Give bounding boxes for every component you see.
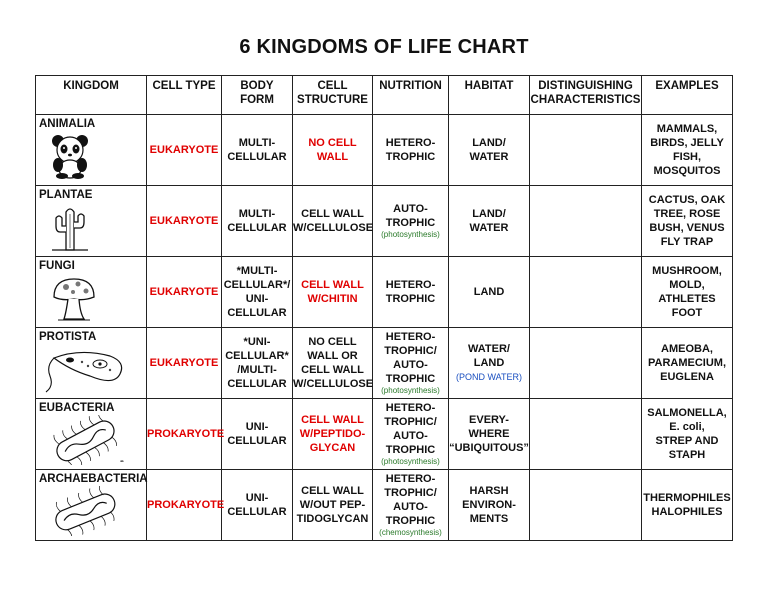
- cell-structure: CELL WALL W/OUT PEP- TIDOGLYCAN: [293, 470, 373, 541]
- header-distinguishing: DISTINGUISHING CHARACTERISTICS: [530, 76, 642, 115]
- examples: SALMONELLA, E. coli, STREP AND STAPH: [642, 399, 733, 470]
- header-body-form: BODY FORM: [222, 76, 293, 115]
- body-form: UNI- CELLULAR: [222, 470, 293, 541]
- cell-structure: NO CELL WALL OR CELL WALL W/CELLULOSE: [293, 328, 373, 399]
- habitat: HARSH ENVIRON- MENTS: [449, 470, 530, 541]
- body-form: MULTI- CELLULAR: [222, 115, 293, 186]
- header-examples: EXAMPLES: [642, 76, 733, 115]
- body-form: *MULTI- CELLULAR*/ UNI- CELLULAR: [222, 257, 293, 328]
- cell-structure: CELL WALL W/PEPTIDO- GLYCAN: [293, 399, 373, 470]
- nutrition: HETERO- TROPHIC/ AUTO- TROPHIC (chemosynthesis): [373, 470, 449, 541]
- header-row: [36, 76, 733, 115]
- distinguishing: [530, 328, 642, 399]
- kingdom-cell: [36, 470, 147, 541]
- cell-structure: NO CELL WALL: [293, 115, 373, 186]
- nutrition: AUTO- TROPHIC (photosynthesis): [373, 186, 449, 257]
- cell-structure: CELL WALL W/CELLULOSE: [293, 186, 373, 257]
- euglena-icon: [40, 346, 130, 394]
- kingdoms-table: [35, 75, 733, 541]
- distinguishing: [530, 257, 642, 328]
- habitat: LAND/ WATER: [449, 115, 530, 186]
- kingdom-cell: [36, 399, 147, 470]
- table-row: [36, 115, 733, 186]
- habitat: EVERY- WHERE “UBIQUITOUS”: [449, 399, 530, 470]
- cell-type: EUKARYOTE: [147, 328, 222, 399]
- svg-text:✒: ✒: [120, 459, 125, 465]
- cell-type: EUKARYOTE: [147, 186, 222, 257]
- habitat: LAND/ WATER: [449, 186, 530, 257]
- nutrition: HETERO- TROPHIC: [373, 257, 449, 328]
- header-kingdom: KINGDOM: [36, 76, 147, 115]
- examples: THERMOPHILES HALOPHILES: [642, 470, 733, 541]
- page-title: 6 KINGDOMS OF LIFE CHART: [239, 36, 529, 58]
- examples: MAMMALS, BIRDS, JELLY FISH, MOSQUITOS: [642, 115, 733, 186]
- table-row: [36, 399, 733, 470]
- examples: CACTUS, OAK TREE, ROSE BUSH, VENUS FLY TRAP: [642, 186, 733, 257]
- cell-type: PROKARYOTE: [147, 470, 222, 541]
- kingdom-name: ARCHAEBACTERIA: [39, 473, 148, 485]
- panda-icon: [48, 133, 92, 179]
- cell-type: PROKARYOTE: [147, 399, 222, 470]
- kingdom-name: PROTISTA: [39, 331, 97, 343]
- archaebacterium-icon: [40, 486, 130, 536]
- table-row: [36, 470, 733, 541]
- header-habitat: HABITAT: [449, 76, 530, 115]
- nutrition: HETERO- TROPHIC/ AUTO- TROPHIC (photosynthesis): [373, 328, 449, 399]
- header-nutrition: NUTRITION: [373, 76, 449, 115]
- kingdom-cell: [36, 115, 147, 186]
- table-row: [36, 186, 733, 257]
- cactus-icon: [48, 204, 92, 252]
- cell-structure: CELL WALL W/CHITIN: [293, 257, 373, 328]
- kingdom-name: PLANTAE: [39, 189, 93, 201]
- header-cell-structure: CELL STRUCTURE: [293, 76, 373, 115]
- examples: AMEOBA, PARAMECIUM, EUGLENA: [642, 328, 733, 399]
- body-form: UNI- CELLULAR: [222, 399, 293, 470]
- examples: MUSHROOM, MOLD, ATHLETES FOOT: [642, 257, 733, 328]
- distinguishing: [530, 470, 642, 541]
- distinguishing: [530, 399, 642, 470]
- distinguishing: [530, 115, 642, 186]
- bacterium-icon: [40, 415, 130, 465]
- nutrition: HETERO- TROPHIC: [373, 115, 449, 186]
- header-cell-type: CELL TYPE: [147, 76, 222, 115]
- body-form: *UNI- CELLULAR* /MULTI- CELLULAR: [222, 328, 293, 399]
- kingdom-cell: [36, 257, 147, 328]
- mushroom-icon: [48, 275, 98, 323]
- habitat: WATER/ LAND (POND WATER): [449, 328, 530, 399]
- body-form: MULTI- CELLULAR: [222, 186, 293, 257]
- table-row: [36, 328, 733, 399]
- nutrition: HETERO- TROPHIC/ AUTO- TROPHIC (photosynthesis): [373, 399, 449, 470]
- cell-type: EUKARYOTE: [147, 257, 222, 328]
- kingdom-name: ANIMALIA: [39, 118, 96, 130]
- kingdom-name: EUBACTERIA: [39, 402, 115, 414]
- kingdom-name: FUNGI: [39, 260, 75, 272]
- distinguishing: [530, 186, 642, 257]
- kingdom-cell: [36, 186, 147, 257]
- kingdom-cell: [36, 328, 147, 399]
- cell-type: EUKARYOTE: [147, 115, 222, 186]
- table-row: [36, 257, 733, 328]
- habitat: LAND: [449, 257, 530, 328]
